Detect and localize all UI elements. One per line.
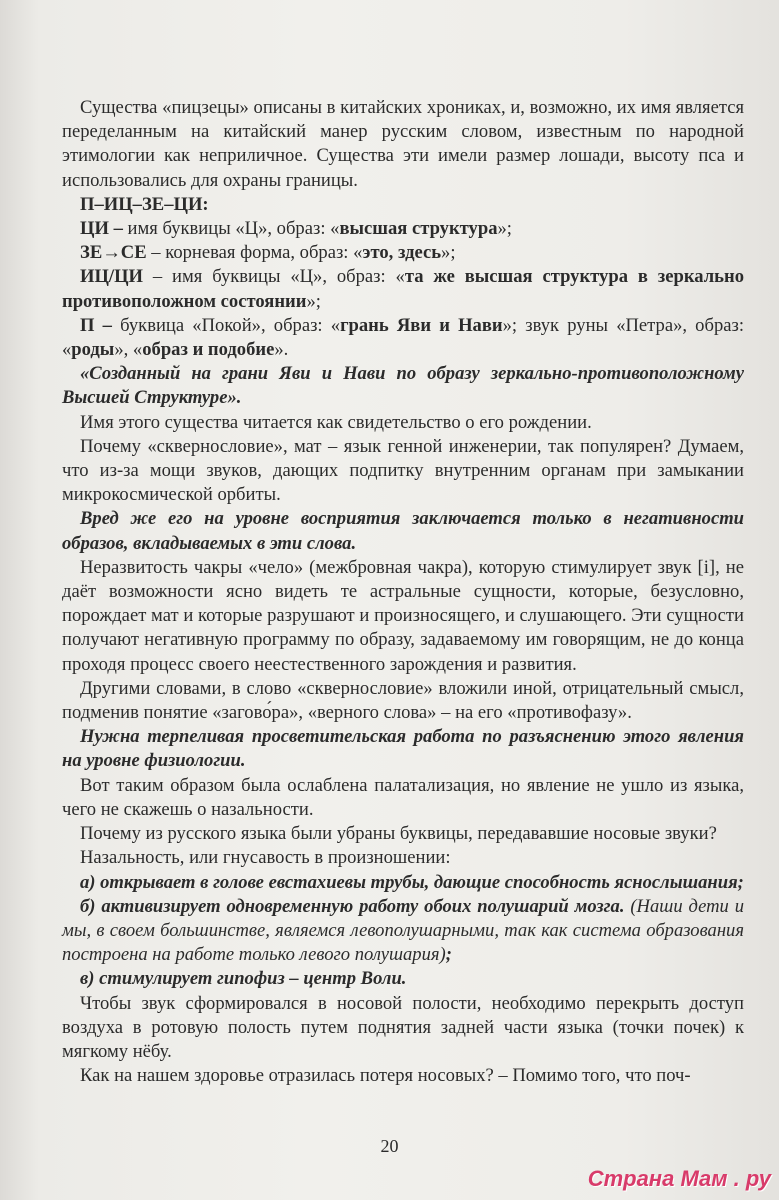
text-run: Вот таким образом была ослаблена палатализация, но явление не ушло из языка, чего не скажешь о назальности.: [62, 774, 744, 820]
page-text: [62, 96, 744, 1088]
text-run: Назальность, или гнусавость в произношении:: [80, 847, 451, 869]
paragraph: [62, 314, 744, 362]
text-run: имя буквицы «Ц», образ: «: [127, 218, 340, 240]
paragraph: [62, 241, 744, 265]
text-run: «Созданный на грани Яви и Нави по образу зеркально-противоположному Высшей Структуре».: [62, 363, 744, 409]
text-run: грань Яви и Нави: [340, 314, 503, 336]
text-run: Как на нашем здоровье отразилась потеря носовых? – Помимо того, что поч-: [80, 1065, 691, 1087]
text-run: а) открывает в голове евстахиевы трубы, дающие способность яснослышания;: [80, 871, 744, 893]
text-run: ».: [274, 339, 289, 361]
text-run: Вред же его на уровне восприятия заключается только в негативности образов, вкладываемых в эти слова.: [62, 508, 744, 554]
text-run: ;: [445, 944, 452, 966]
paragraph: [62, 96, 744, 193]
paragraph: [62, 822, 744, 846]
paragraph: [62, 677, 744, 725]
paragraph: [62, 362, 744, 410]
text-run: Почему из русского языка были убраны буквицы, передававшие носовые звуки?: [80, 823, 717, 845]
text-run: ЗЕ→СЕ: [80, 242, 147, 264]
text-run: »; звук руны «Петра», образ: «: [62, 314, 745, 361]
paragraph: [62, 774, 744, 822]
text-run: Почему «сквернословие», мат – язык генной инженерии, так популярен? Думаем, что из-за мощи звуков, дающих подпитку внутренним органам при замыкании микрокосмической орбиты.: [62, 435, 744, 506]
text-run: ИЦ/ЦИ: [80, 266, 144, 288]
text-run: в) стимулирует гипофиз – центр Воли.: [80, 968, 407, 990]
paragraph: [62, 1064, 744, 1088]
text-run: »;: [441, 242, 456, 264]
text-run: та же высшая структура в зеркально противоположном состоянии: [62, 266, 745, 312]
text-run: – корневая форма, образ: «: [146, 242, 363, 264]
text-run: Другими словами, в слово «сквернословие» вложили иной, отрицательный смысл, подменив понятие «загово́ра», «верного слова» – на его «противофазу».: [62, 677, 744, 724]
paragraph: [62, 556, 744, 677]
paragraph: [62, 895, 744, 968]
text-run: П –: [80, 314, 121, 336]
text-run: образ и подобие: [142, 339, 275, 361]
paragraph: [62, 411, 744, 435]
text-run: буквица «Покой», образ: «: [120, 314, 341, 336]
paragraph: [62, 265, 744, 313]
text-run: это, здесь: [362, 242, 442, 264]
paragraph: [62, 992, 744, 1065]
text-run: роды: [71, 339, 115, 361]
text-run: П–ИЦ–ЗЕ–ЦИ:: [80, 193, 209, 215]
text-run: б) активизирует одновременную работу обоих полушарий мозга.: [80, 895, 625, 917]
paragraph: [62, 193, 744, 217]
page-number: 20: [380, 1136, 399, 1156]
paragraph: [62, 846, 744, 870]
paragraph: [62, 507, 744, 555]
text-run: Нужна терпеливая просветительская работа по разъяснению этого явления на уровне физиологии.: [62, 726, 744, 772]
text-run: Существа «пицзецы» описаны в китайских хрониках, и, возможно, их имя является переделанным на китайский манер русским словом, известным по народной этимологии как неприличное. Существа эти имели размер лошади, высоту пса и использовались для охраны границы.: [62, 97, 744, 191]
text-run: (Наши дети и мы, в своем большинстве, являемся левополушарными, так как система образования построена на работе только левого полушария): [62, 895, 745, 966]
site-watermark: Страна Мам . ру: [587, 1166, 771, 1191]
paragraph: [62, 217, 744, 241]
text-run: »;: [306, 290, 321, 312]
text-run: – имя буквицы «Ц», образ: «: [143, 266, 405, 288]
text-run: Имя этого существа читается как свидетельство о его рождении.: [80, 411, 592, 433]
paragraph: [62, 967, 744, 991]
text-run: », «: [114, 339, 143, 361]
paragraph: [62, 871, 744, 895]
text-run: Чтобы звук сформировался в носовой полости, необходимо перекрыть доступ воздуха в ротовую полость путем поднятия задней части языка (точки почек) к мягкому нёбу.: [62, 992, 744, 1062]
paragraph: [62, 725, 744, 773]
text-run: Неразвитость чакры «чело» (межбровная чакра), которую стимулирует звук [i], не даёт возможности ясно видеть те астральные сущности, которые, безусловно, порождает мат и которые разрушают и произносящего, и слушающего. Эти сущности получают негативную программу по образу, задаваемому им говорящим, не до конца проходя процесс своего неестественного зарождения и развития.: [62, 556, 744, 675]
text-run: ЦИ –: [80, 218, 128, 240]
text-run: высшая структура: [339, 218, 498, 240]
text-run: »;: [497, 218, 512, 240]
paragraph: [62, 435, 744, 508]
